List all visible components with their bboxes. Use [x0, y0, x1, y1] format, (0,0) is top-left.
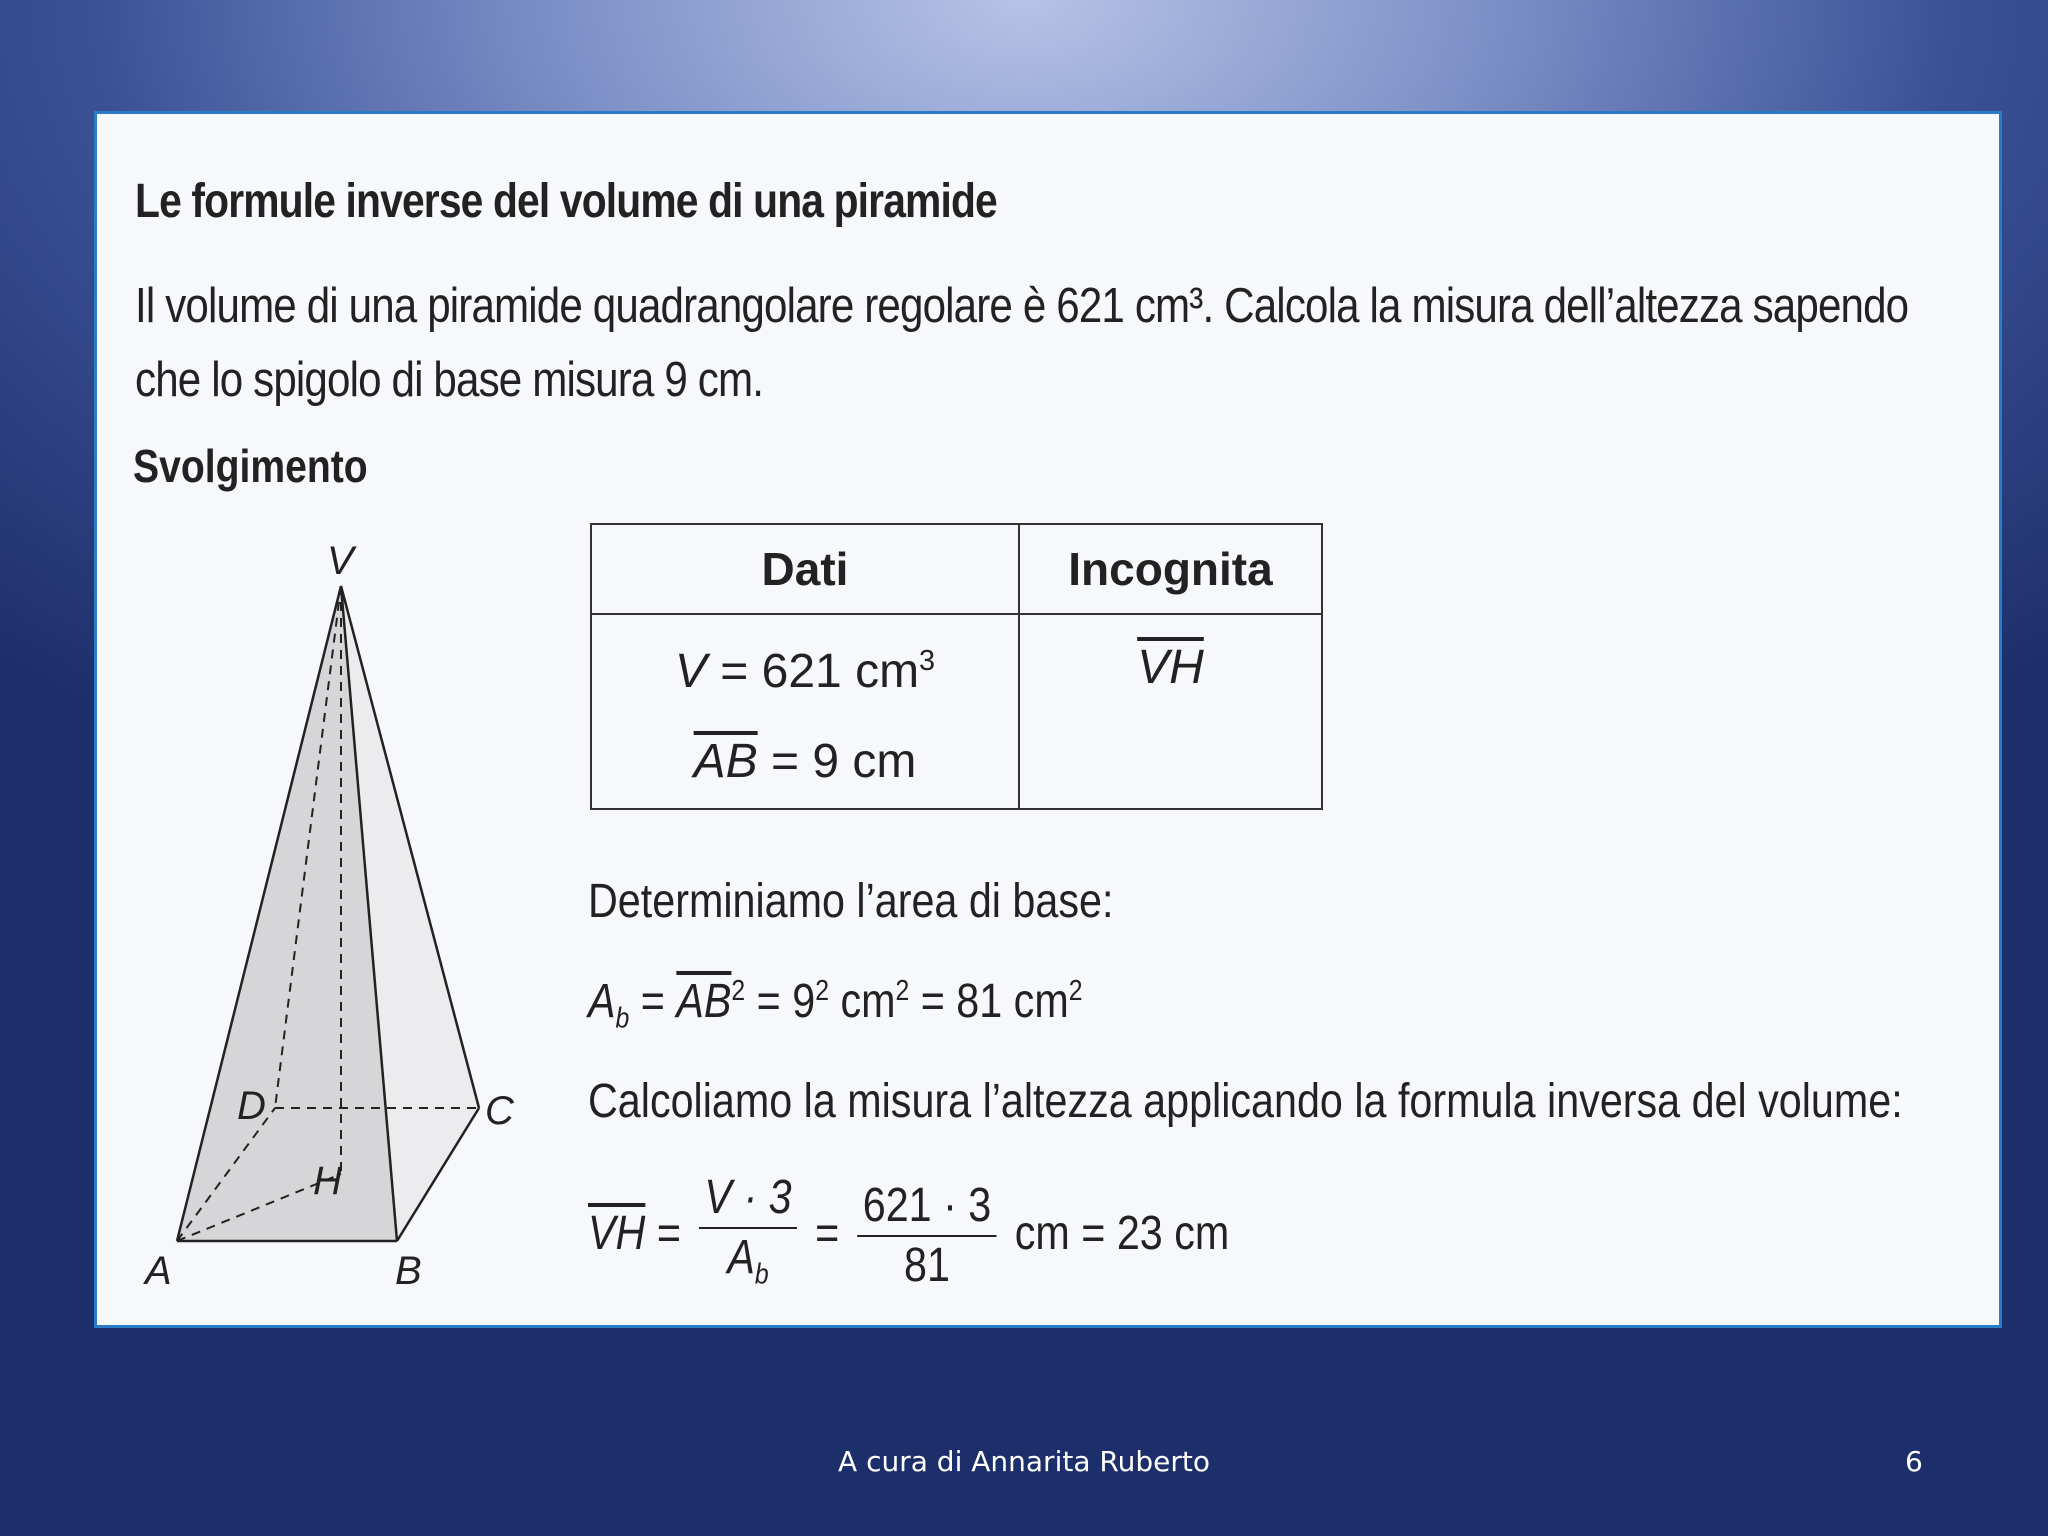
pyramid-figure [117, 514, 617, 1304]
area-base-symbol: A [588, 975, 616, 1028]
page-title: Le formule inverse del volume di una piramide [135, 175, 997, 228]
nine: = 9 [745, 975, 816, 1028]
table-header-incognita-label: Incognita [1068, 543, 1273, 595]
data-table [590, 523, 1323, 810]
table-header-dati-label: Dati [761, 543, 849, 595]
equals-1: = [629, 975, 677, 1028]
label-b: B [395, 1249, 422, 1293]
fraction-1-denominator [699, 1229, 797, 1304]
footer-author: A cura di Annarita Ruberto [838, 1445, 1210, 1478]
table-cell-dati [591, 614, 1019, 809]
step2-formula [588, 1169, 1229, 1304]
dato-spigolo [593, 717, 1017, 807]
ab-symbol: $\overline{AB}$ [676, 975, 732, 1028]
scanned-page [94, 111, 2002, 1328]
fraction-2 [858, 1177, 997, 1295]
area-base-subscript: b [615, 1002, 630, 1035]
step1-formula [588, 974, 1082, 1036]
height-symbol: $\overline{VH}$ [588, 1206, 646, 1260]
dato-spigolo-symbol: $\overline{AB}$ [693, 735, 758, 788]
problem-line-2: che lo spigolo di base misura 9 cm. [135, 353, 764, 407]
section-heading: Svolgimento [133, 440, 368, 492]
step2-text: Calcoliamo la misura l’altezza applicando la formula inversa del volume: [588, 1075, 1903, 1128]
dato-volume-value: = 621 cm [706, 645, 920, 698]
problem-statement [135, 269, 1908, 417]
fraction-1-denominator-subscript: b [754, 1258, 769, 1291]
table-cell-incognita [1019, 614, 1322, 809]
incognita-value: $\overline{VH}$ [1137, 641, 1204, 694]
ab-exponent: 2 [731, 975, 746, 1007]
dato-volume-exponent: 3 [919, 645, 936, 677]
table-header-dati [591, 524, 1019, 614]
label-c: C [485, 1089, 514, 1133]
area-result: = 81 cm [909, 975, 1069, 1028]
label-d: D [237, 1084, 266, 1128]
fraction-2-denominator: 81 [904, 1239, 950, 1293]
nine-exponent: 2 [815, 975, 829, 1007]
dato-volume [593, 616, 1017, 717]
label-h: H [313, 1159, 342, 1203]
fraction-2-numerator: 621 · 3 [858, 1177, 997, 1237]
fraction-1 [699, 1169, 797, 1304]
fraction-1-numerator: V · 3 [699, 1169, 797, 1229]
equals-2: = [645, 1206, 693, 1260]
equals-3: = [803, 1206, 851, 1260]
label-v: V [327, 539, 354, 583]
fraction-1-denominator-symbol: A [727, 1231, 755, 1284]
area-result-exponent: 2 [1068, 975, 1083, 1007]
cm-unit: cm [828, 975, 896, 1028]
page-number: 6 [1905, 1445, 1923, 1478]
label-a: A [145, 1249, 172, 1293]
step1-text: Determiniamo l’area di base: [588, 875, 1114, 928]
dato-spigolo-value: = 9 cm [757, 735, 917, 788]
height-result: cm = 23 cm [1003, 1206, 1230, 1260]
cm-exponent: 2 [895, 975, 910, 1007]
dato-volume-symbol: V [674, 645, 707, 698]
problem-line-1: Il volume di una piramide quadrangolare regolare è 621 cm³. Calcola la misura dell’altezza sapendo [135, 279, 1909, 333]
table-header-incognita [1019, 524, 1322, 614]
